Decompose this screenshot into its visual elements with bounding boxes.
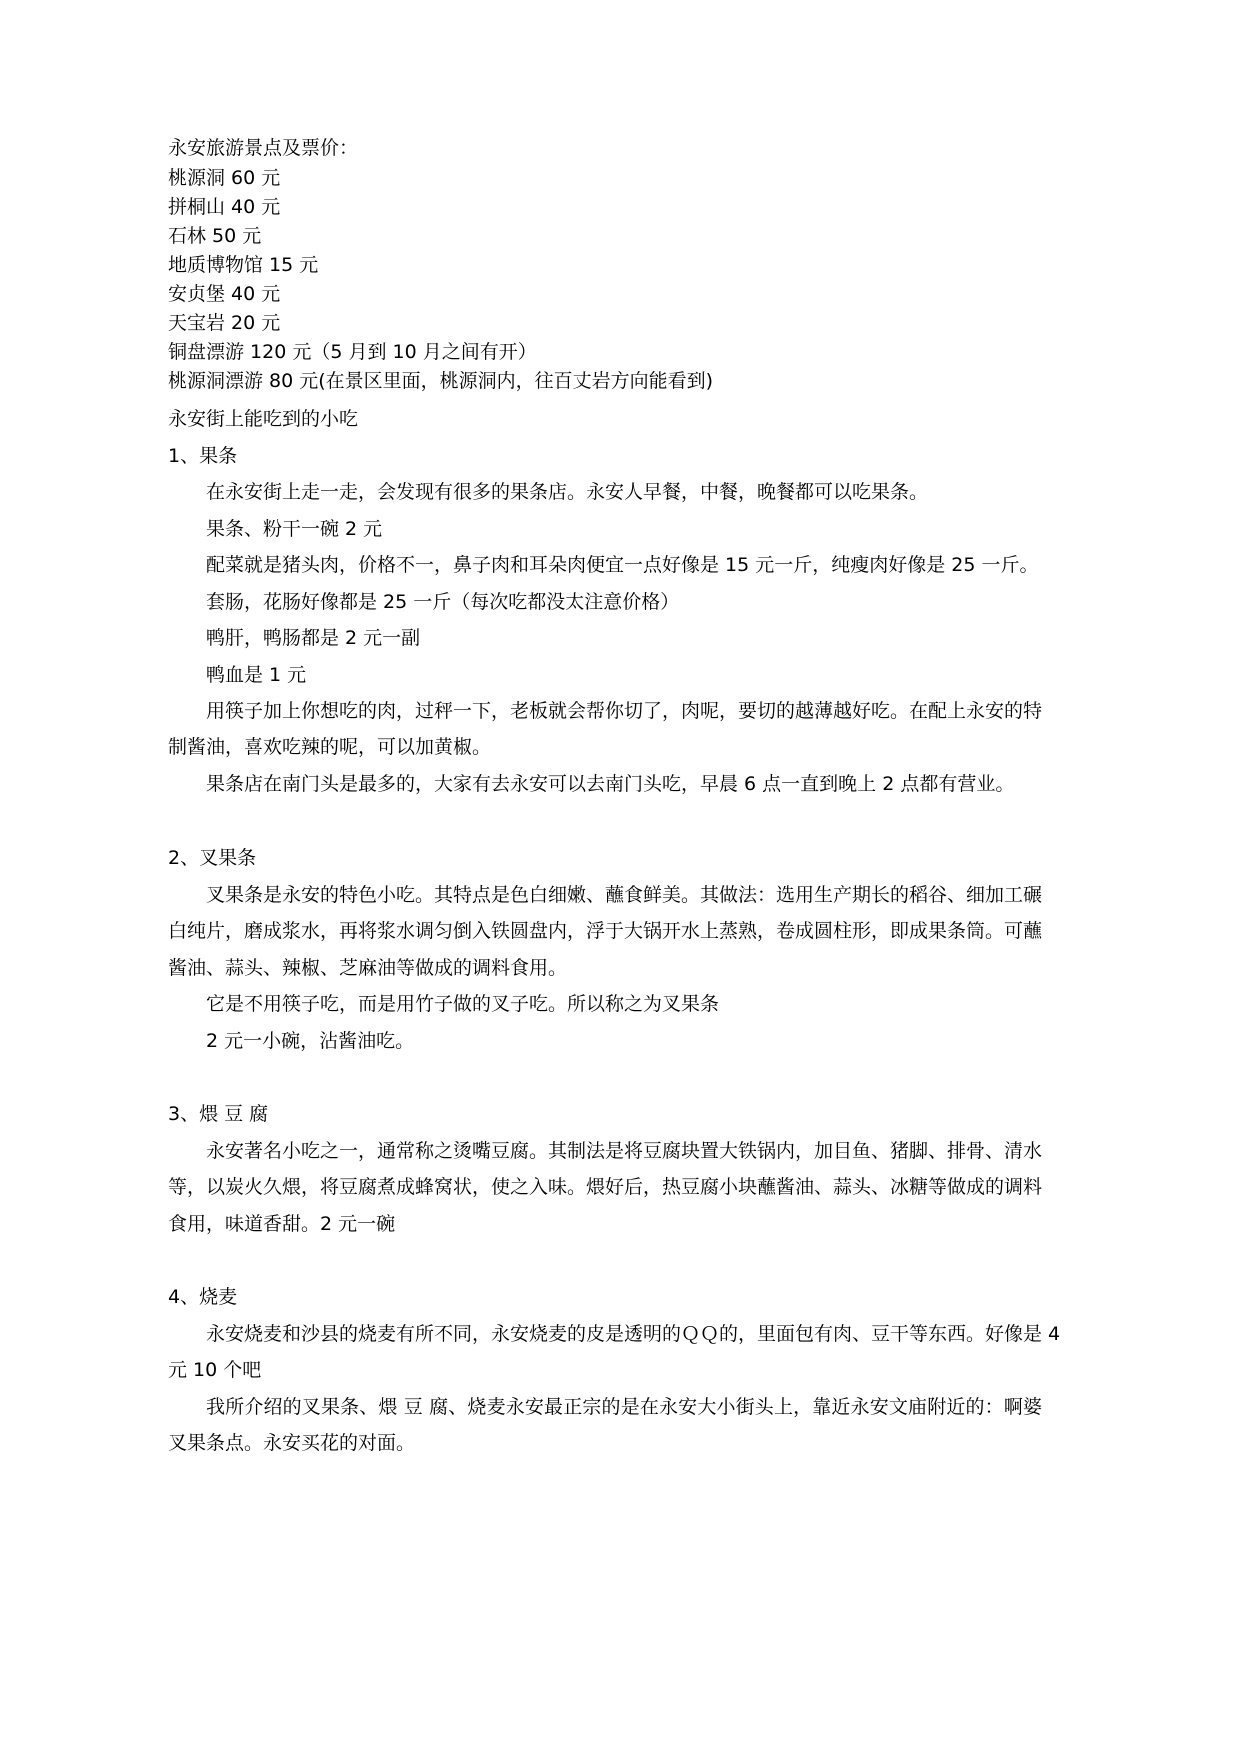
attraction-item: 安贞堡 40 元: [168, 283, 281, 305]
paragraph-line: 元 10 个吧: [168, 1359, 262, 1381]
paragraph-line: 果条、粉干一碗 2 元: [206, 518, 383, 540]
paragraph-line: 它是不用筷子吃，而是用竹子做的叉子吃。所以称之为叉果条: [206, 993, 720, 1015]
attraction-item: 拼桐山 40 元: [168, 196, 281, 218]
paragraph-line: 在永安街上走一走，会发现有很多的果条店。永安人早餐，中餐，晚餐都可以吃果条。: [206, 481, 929, 503]
paragraph-line: 2 元一小碗，沾酱油吃。: [206, 1030, 415, 1052]
paragraph-line: 套肠，花肠好像都是 25 一斤（每次吃都没太注意价格）: [206, 591, 680, 613]
paragraph-line: 永安烧麦和沙县的烧麦有所不同，永安烧麦的皮是透明的ＱＱ的，里面包有肉、豆干等东西。好像是 4: [206, 1323, 1061, 1345]
paragraph-line: 食用，味道香甜。2 元一碗: [168, 1213, 396, 1235]
paragraph-line: 酱油、蒜头、辣椒、芝麻油等做成的调料食用。: [168, 957, 568, 979]
section-title: 4、烧麦: [168, 1286, 238, 1308]
paragraph-line: 白纯片，磨成浆水，再将浆水调匀倒入铁圆盘内，浮于大锅开水上蒸熟，卷成圆柱形，即成果条筒。可蘸: [168, 920, 1043, 942]
attraction-item: 地质博物馆 15 元: [168, 254, 319, 276]
attraction-item: 桃源洞 60 元: [168, 167, 281, 189]
paragraph-line: 鸭肝，鸭肠都是 2 元一副: [206, 627, 421, 649]
paragraph-line: 用筷子加上你想吃的肉，过秤一下，老板就会帮你切了，肉呢，要切的越薄越好吃。在配上永安的特: [206, 700, 1043, 722]
paragraph-line: 等，以炭火久煨，将豆腐煮成蜂窝状，使之入味。煨好后，热豆腐小块蘸酱油、蒜头、冰糖等做成的调料: [168, 1176, 1043, 1198]
paragraph-line: 我所介绍的叉果条、煨 豆 腐、烧麦永安最正宗的是在永安大小街头上，靠近永安文庙附近的：啊婆: [206, 1396, 1042, 1418]
attractions-heading: 永安旅游景点及票价：: [168, 137, 359, 159]
section-title: 2、叉果条: [168, 847, 257, 869]
section-title: 1、果条: [168, 445, 238, 467]
attraction-item: 天宝岩 20 元: [168, 312, 281, 334]
paragraph-line: 永安著名小吃之一，通常称之烫嘴豆腐。其制法是将豆腐块置大铁锅内，加目鱼、猪脚、排骨、清水: [206, 1140, 1043, 1162]
paragraph-line: 鸭血是 1 元: [206, 664, 307, 686]
paragraph-line: 制酱油，喜欢吃辣的呢，可以加黄椒。: [168, 736, 492, 758]
paragraph-line: 叉果条是永安的特色小吃。其特点是色白细嫩、蘸食鲜美。其做法：选用生产期长的稻谷、细加工碾: [206, 884, 1043, 906]
attraction-item: 石林 50 元: [168, 225, 262, 247]
attraction-item: 桃源洞漂游 80 元(在景区里面，桃源洞内，往百丈岩方向能看到): [168, 370, 714, 392]
paragraph-line: 配菜就是猪头肉，价格不一，鼻子肉和耳朵肉便宜一点好像是 15 元一斤，纯瘦肉好像是 25 一斤。: [206, 554, 1039, 576]
snacks-heading: 永安街上能吃到的小吃: [168, 408, 359, 430]
section-title: 3、煨 豆 腐: [168, 1103, 269, 1125]
paragraph-line: 果条店在南门头是最多的，大家有去永安可以去南门头吃，早晨 6 点一直到晚上 2 点都有营业。: [206, 773, 1015, 795]
attraction-item: 铜盘漂游 120 元（5 月到 10 月之间有开）: [168, 341, 537, 363]
paragraph-line: 叉果条点。永安买花的对面。: [168, 1432, 416, 1454]
